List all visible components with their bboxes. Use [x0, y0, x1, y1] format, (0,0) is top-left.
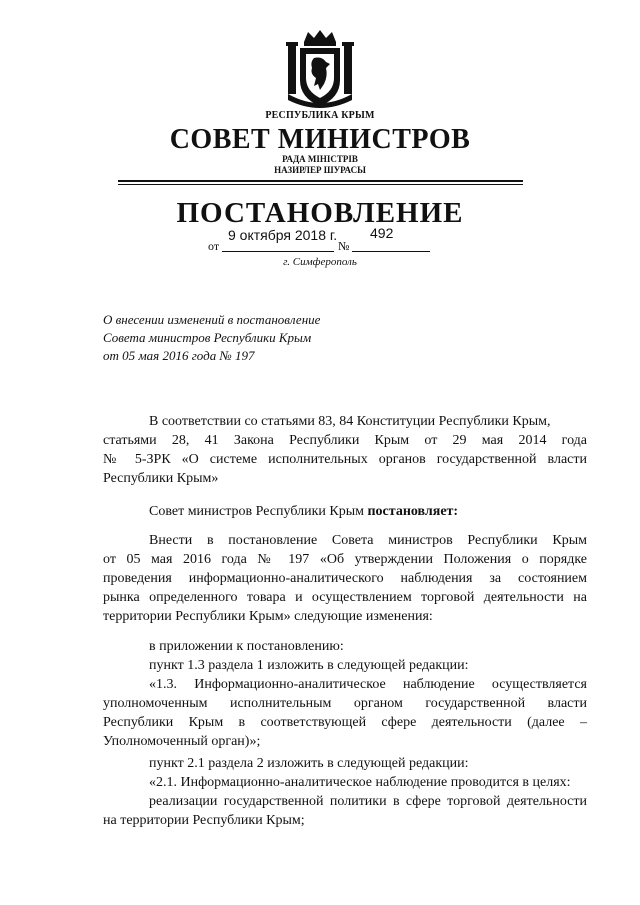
- date-label: от: [208, 239, 220, 253]
- resolution-clause: [103, 502, 587, 521]
- text-line: статьями 28, 41 Закона Республики Крым от 29 мая 2014 года: [103, 433, 587, 448]
- number-label: №: [338, 239, 350, 253]
- council-name-ukrainian: РАДА МІНІСТРІВ: [282, 154, 358, 164]
- amendment-paragraph: [103, 531, 587, 626]
- preamble-paragraph: [103, 412, 587, 488]
- text-line: рынка определенного товара и осуществлением торговой деятельности на: [103, 590, 587, 605]
- subject-line: от 05 мая 2016 года № 197: [103, 348, 255, 363]
- text-line: «1.3. Информационно-аналитическое наблюдение осуществляется: [149, 677, 587, 692]
- text-line: В соответствии со статьями 83, 84 Конституции Республики Крым,: [149, 414, 551, 429]
- text-line: № 5-ЗРК «О системе исполнительных органов государственной власти: [103, 452, 587, 467]
- text-line: на территории Республики Крым;: [103, 813, 305, 828]
- text-line: проведения информационно-аналитического наблюдения за состоянием: [103, 571, 587, 586]
- text-line: территории Республики Крым» следующие изменения:: [103, 609, 433, 624]
- text-line: Республики Крым»: [103, 471, 219, 486]
- text-line: реализации государственной политики в сфере торговой деятельности: [149, 794, 587, 809]
- text-line: пункт 1.3 раздела 1 изложить в следующей редакции:: [149, 658, 469, 673]
- council-name-crimean-tatar: НАЗИРЛЕР ШУРАСЫ: [274, 165, 366, 175]
- item-2-1-changes: [103, 754, 587, 830]
- resolution-text: Совет министров Республики Крым: [149, 504, 368, 519]
- document-type-title: ПОСТАНОВЛЕНИЕ: [176, 197, 464, 229]
- subject-line: Совета министров Республики Крым: [103, 330, 312, 345]
- text-line: от 05 мая 2016 года № 197 «Об утверждении Положения о порядке: [103, 552, 587, 567]
- council-name: СОВЕТ МИНИСТРОВ: [169, 124, 471, 155]
- date-underline: [222, 251, 334, 252]
- number-underline: [352, 251, 430, 252]
- coat-of-arms-emblem: [284, 28, 356, 110]
- subject-line: О внесении изменений в постановление: [103, 312, 321, 327]
- text-line: Внести в постановление Совета министров Республики Крым: [149, 533, 587, 548]
- text-line: Республики Крым в соответствующей сфере деятельности (далее –: [103, 715, 587, 730]
- republic-name: РЕСПУБЛИКА КРЫМ: [265, 110, 375, 121]
- decree-date: 9 октября 2018 г.: [228, 227, 338, 243]
- text-line: в приложении к постановлению:: [149, 639, 344, 654]
- decree-number: 492: [370, 225, 394, 241]
- annex-changes: [103, 637, 587, 751]
- header-divider-thin: [118, 184, 523, 185]
- text-line: пункт 2.1 раздела 2 изложить в следующей редакции:: [149, 756, 469, 771]
- decree-subject: [103, 311, 320, 365]
- text-line: уполномоченным исполнительным органом государственной власти: [103, 696, 587, 711]
- text-line: Уполномоченный орган)»;: [103, 734, 261, 749]
- text-line: «2.1. Информационно-аналитическое наблюдение проводится в целях:: [149, 775, 571, 790]
- resolution-verb: постановляет:: [367, 504, 459, 519]
- header-divider-thick: [118, 180, 523, 182]
- city-name: г. Симферополь: [283, 256, 357, 268]
